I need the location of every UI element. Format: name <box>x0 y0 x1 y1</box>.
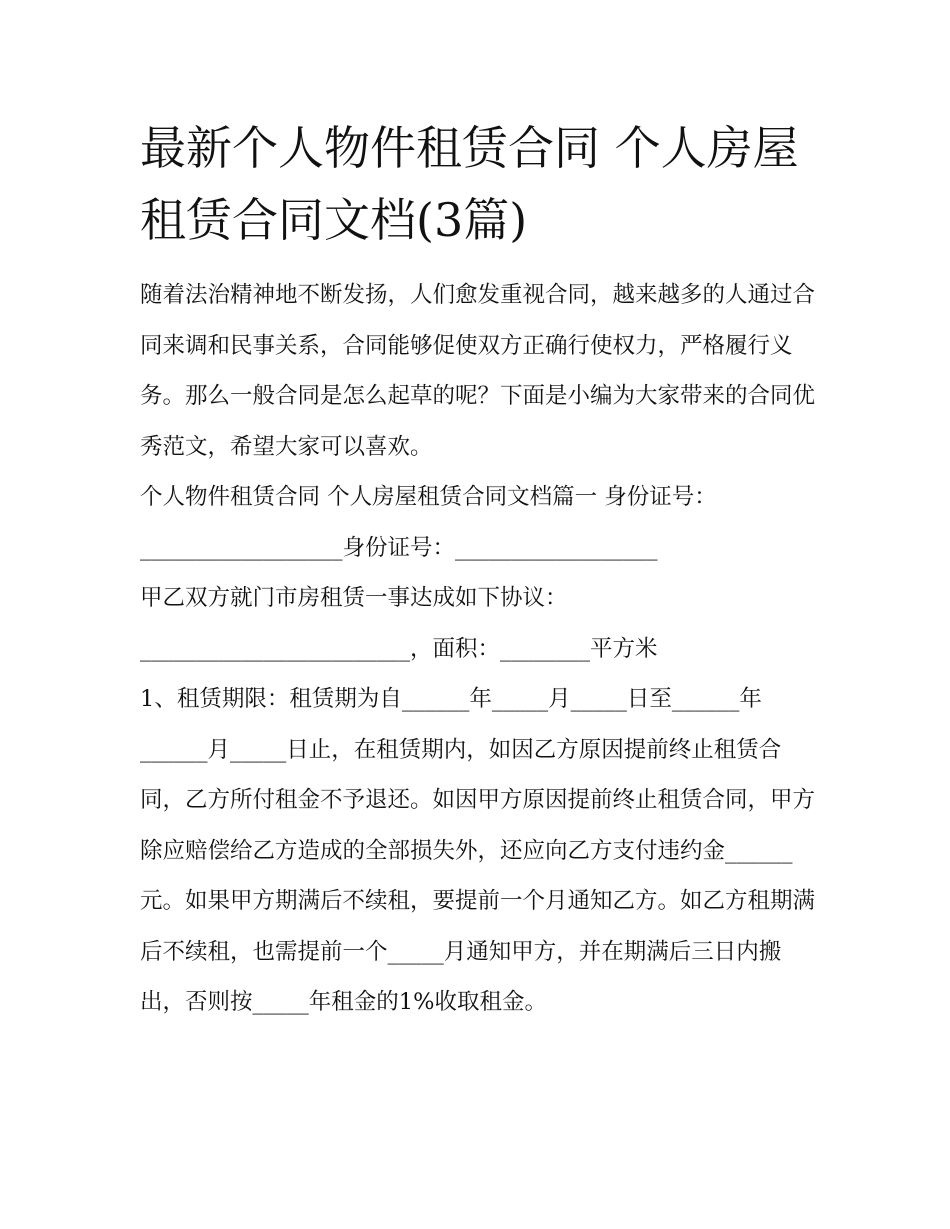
id-number-line: __________________身份证号：__________________ <box>140 534 658 561</box>
intro-paragraph: 随着法治精神地不断发扬，人们愈发重视合同，越来越多的人通过合同来调和民事关系，合同能够促使双方正确行使权力，严格履行义务。那么一般合同是怎么起草的呢？下面是小编为大家带来的合同优秀范文，希望大家可以喜欢。 <box>140 282 816 460</box>
area-line: ________________________，面积：________平方米 <box>140 635 658 662</box>
document-title: 最新个人物件租赁合同 个人房屋租赁合同文档(3篇) <box>140 121 799 247</box>
document-page <box>140 112 820 1028</box>
lease-term-clause: 1、租赁期限：租赁期为自______年_____月_____日至______年______月_____日止，在租赁期内，如因乙方原因提前终止租赁合同，乙方所付租金不予退还。如因甲方原因提前终止租赁合同，甲方除应赔偿给乙方造成的全部损失外，还应向乙方支付违约金______元。如果甲方期满后不续租，要提前一个月通知乙方。如乙方租期满后不续租，也需提前一个_____月通知甲方，并在期满后三日内搬出，否则按_____年租金的1%收取租金。 <box>140 686 816 1015</box>
section-heading-line: 个人物件租赁合同 个人房屋租赁合同文档篇一 身份证号： <box>140 484 717 510</box>
agreement-line: 甲乙双方就门市房租赁一事达成如下协议： <box>140 585 568 611</box>
document-body <box>140 270 820 1028</box>
